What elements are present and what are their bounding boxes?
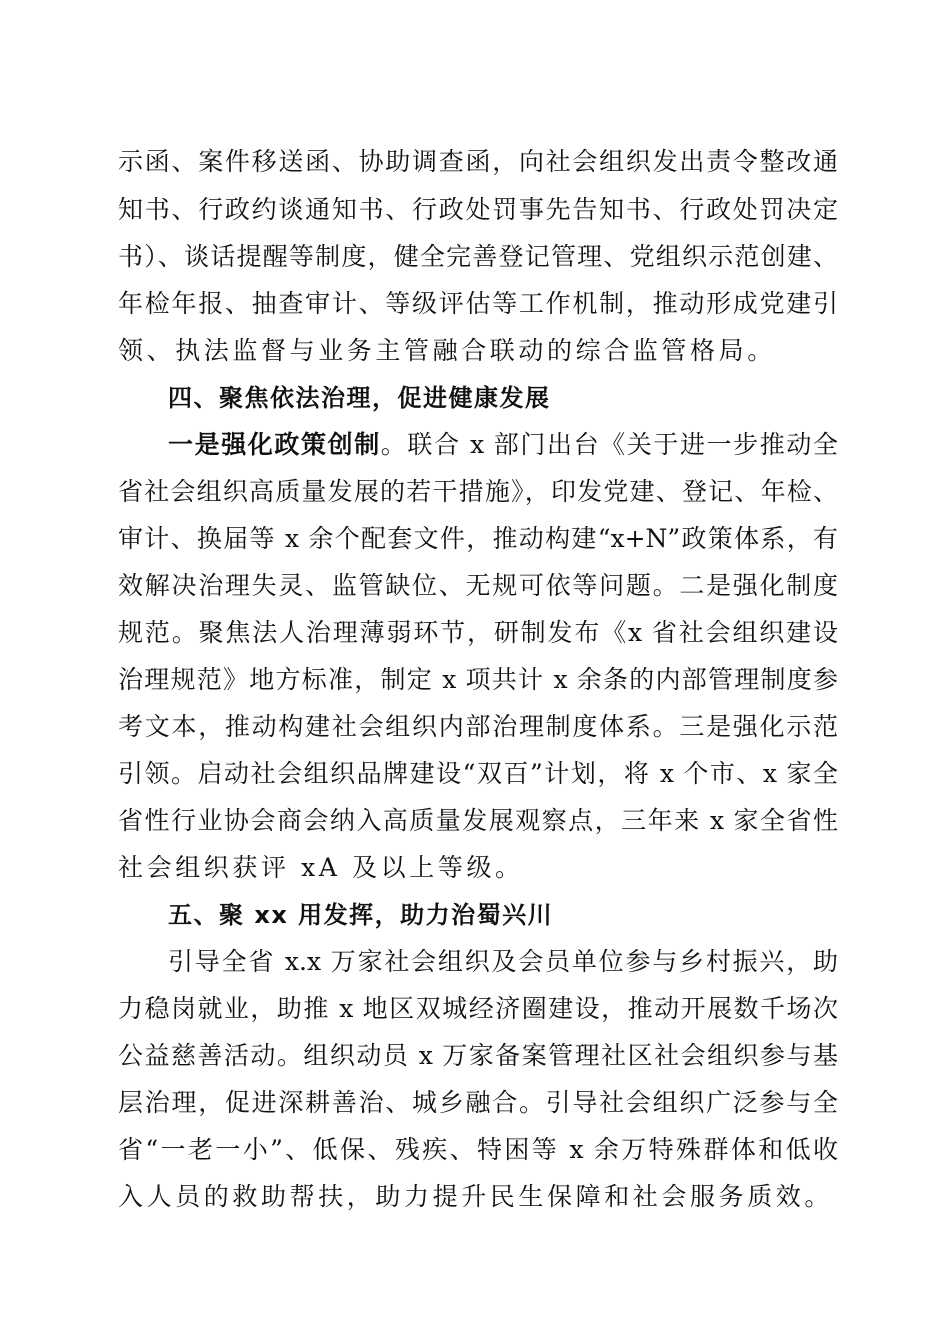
paragraph-line: 规范。聚焦法人治理薄弱环节，研制发布《x 省社会组织建设	[118, 618, 838, 647]
paragraph-line: 入人员的救助帮扶，助力提升民生保障和社会服务质效。	[118, 1182, 834, 1211]
paragraph-line: 社会组织获评 xA 及以上等级。	[118, 853, 524, 882]
paragraph-line: 书）、谈话提醒等制度，健全完善登记管理、党组织示范创建、	[118, 242, 838, 271]
section-heading: 五、聚 xx 用发挥，助力治蜀兴川	[168, 901, 554, 929]
paragraph-line: 省社会组织高质量发展的若干措施》，印发党建、登记、年检、	[118, 477, 838, 506]
paragraph-line: 领、执法监督与业务主管融合联动的综合监管格局。	[118, 336, 776, 365]
paragraph-line: 效解决治理失灵、监管缺位、无规可依等问题。二是强化制度	[118, 571, 838, 600]
section-heading: 四、聚焦依法治理，促进健康发展	[168, 384, 551, 412]
paragraph-line: 引领。启动社会组织品牌建设“双百”计划，将 x 个市、x 家全	[118, 759, 838, 788]
paragraph-line: 力稳岗就业，助推 x 地区双城经济圈建设，推动开展数千场次	[118, 994, 838, 1023]
paragraph-line	[168, 429, 838, 461]
paragraph-line: 省性行业协会商会纳入高质量发展观察点，三年来 x 家全省性	[118, 806, 838, 835]
paragraph-line: 公益慈善活动。组织动员 x 万家备案管理社区社会组织参与基	[118, 1041, 838, 1070]
paragraph-line: 治理规范》地方标准，制定 x 项共计 x 余条的内部管理制度参	[118, 665, 838, 694]
paragraph-lead: 一是强化政策创制	[168, 430, 381, 459]
paragraph-line: 层治理，促进深耕善治、城乡融合。引导社会组织广泛参与全	[118, 1088, 838, 1117]
paragraph-line: 示函、案件移送函、协助调查函，向社会组织发出责令整改通	[118, 147, 838, 176]
paragraph-line: 年检年报、抽查审计、等级评估等工作机制，推动形成党建引	[118, 289, 838, 318]
paragraph-line: 知书、行政约谈通知书、行政处罚事先告知书、行政处罚决定	[118, 195, 838, 224]
paragraph-line-rest: 。联合 x 部门出台《关于进一步推动全	[380, 430, 838, 459]
paragraph-line: 审计、换届等 x 余个配套文件，推动构建“x+N”政策体系，有	[118, 524, 838, 553]
paragraph-line: 省“一老一小”、低保、残疾、特困等 x 余万特殊群体和低收	[118, 1135, 838, 1164]
paragraph-line: 考文本，推动构建社会组织内部治理制度体系。三是强化示范	[118, 712, 838, 741]
paragraph-line: 引导全省 x.x 万家社会组织及会员单位参与乡村振兴，助	[168, 947, 838, 976]
